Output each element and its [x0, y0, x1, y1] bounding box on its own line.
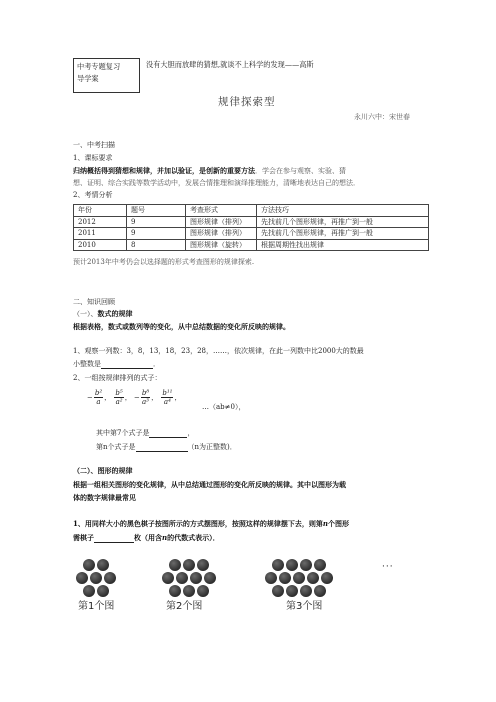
- variable-n: n: [322, 519, 328, 528]
- table-header-cell: 方法技巧: [257, 205, 429, 217]
- exam-note: 预计2013年中考仍会以选择题的形式考查图形的规律探索.: [73, 258, 255, 266]
- fraction: [141, 389, 150, 406]
- stone: [265, 572, 277, 584]
- stone: [197, 585, 209, 597]
- question3-line2: [73, 533, 220, 543]
- figure-2: [162, 559, 216, 597]
- subsection2-title: （二）、图形的规律: [73, 466, 133, 475]
- stone: [76, 572, 88, 584]
- fraction-denominator: a²: [115, 398, 123, 406]
- answer-blank: [101, 360, 153, 369]
- continuation-ellipsis: ···: [382, 562, 394, 572]
- fraction-sign: −: [87, 393, 93, 402]
- fraction-numerator: b⁸: [141, 389, 150, 397]
- fraction: [114, 389, 123, 406]
- answer-blank: [94, 534, 134, 543]
- stone: [190, 572, 202, 584]
- question1-line2: [73, 359, 160, 369]
- question3-line1: [73, 519, 349, 529]
- question3-line2-mid: 枚（用含: [134, 533, 162, 542]
- table-header-cell: 考查形式: [186, 205, 257, 217]
- fraction-numerator: b⁵: [115, 389, 123, 397]
- question2-line1-text: 其中第7个式子是: [96, 429, 150, 437]
- table-cell: 8: [127, 239, 186, 251]
- question2-line2-end: （n为正整数)．: [187, 443, 237, 451]
- stone: [162, 572, 174, 584]
- stone: [204, 572, 216, 584]
- subsection1-title: 数式的规律: [97, 309, 133, 318]
- stone: [314, 559, 326, 571]
- stone: [272, 559, 284, 571]
- figure-3: [265, 559, 333, 597]
- fraction-denominator: a: [96, 398, 101, 406]
- subsection1-heading: [73, 309, 133, 319]
- table-cell: 先找前几个图形规律，再推广到一般: [257, 228, 429, 240]
- table-cell: 根据周期性找出规律: [257, 239, 429, 251]
- table-header-row: [74, 205, 429, 217]
- stone: [83, 559, 95, 571]
- header-box: [73, 58, 140, 93]
- table-cell: 先找前几个图形规律，再推广到一般: [257, 216, 429, 228]
- fraction-denominator: a⁴: [163, 398, 171, 406]
- figure-caption-1: 第1个图: [78, 601, 115, 612]
- stone: [169, 559, 181, 571]
- quote: 没有大胆而放肆的猜想,就谈不上科学的发现——高斯: [146, 60, 314, 69]
- fraction-numerator: b²: [94, 389, 103, 397]
- table-cell: 2011: [74, 228, 127, 240]
- stone: [272, 585, 284, 597]
- answer-blank: [136, 443, 188, 452]
- table-cell: 9: [127, 216, 186, 228]
- question3-line2-text: 需棋子: [73, 533, 94, 542]
- table-row: [74, 216, 429, 228]
- subsection1-prefix: （一）、: [73, 310, 98, 318]
- question3-text: 1、用同样大小的黑色棋子按图所示的方式摆图形，按照这样的规律摆下去，则第: [73, 519, 323, 528]
- fraction-separator: ，: [151, 393, 159, 402]
- section1-sub1: 1、课标要求: [73, 154, 113, 162]
- requirements-line2: 想、证明、综合实践等数学活动中，发展合情推理和演绎推理能力，清晰地表达自己的想法．: [73, 179, 360, 187]
- question3-line1-end: 个图形: [327, 519, 349, 528]
- table-header-cell: 年份: [74, 205, 127, 217]
- subsection2-desc1: 根据一组相关图形的变化规律，从中总结通过图形的变化所反映的规律。其中以图形为载: [73, 480, 346, 489]
- stone: [300, 559, 312, 571]
- figure-caption-2: 第2个图: [166, 601, 203, 612]
- stone: [286, 585, 298, 597]
- stone: [183, 559, 195, 571]
- page-title: 规律探索型: [218, 96, 276, 108]
- subsection1-desc: 根据表格，数式或数列等的变化，从中总结数据的变化所反映的规律。: [73, 322, 290, 331]
- question1-end: ．: [153, 360, 160, 368]
- question2-text: 2、一组按规律排列的式子：: [73, 374, 162, 382]
- stone: [300, 585, 312, 597]
- question1-text: 小整数是: [73, 360, 101, 368]
- stone: [83, 585, 95, 597]
- figure-caption-3: 第3个图: [286, 601, 323, 612]
- table-cell: 2010: [74, 239, 127, 251]
- variable-n: n: [162, 533, 168, 542]
- question2-line2: [96, 442, 237, 452]
- header-box-line1: 中考专题复习: [77, 62, 121, 71]
- requirements-line1: [73, 166, 346, 176]
- fraction-sequence: [87, 389, 181, 406]
- stone: [97, 559, 109, 571]
- fraction: [161, 389, 173, 406]
- stone: [314, 585, 326, 597]
- exam-analysis-table: [73, 204, 429, 251]
- table-cell: 2012: [74, 216, 127, 228]
- subsection2-desc2: 体的数字规律最常见: [73, 493, 136, 502]
- stone: [279, 572, 291, 584]
- fraction-separator: ，: [124, 393, 132, 402]
- fraction-separator: ，: [104, 393, 112, 402]
- figure-1: [76, 559, 116, 597]
- stone: [183, 585, 195, 597]
- stone: [169, 585, 181, 597]
- fraction: [94, 389, 103, 406]
- question2-line2-text: 第n个式子是: [96, 443, 136, 451]
- requirements-rest: ．学会在参与观察、实验、猜: [255, 167, 346, 175]
- requirements-bold: 归纳概括得到猜想和规律，并加以验证，是创新的重要方法: [73, 166, 255, 175]
- fraction-numerator: b¹¹: [162, 389, 173, 397]
- fraction-tail: …（ab≠0），: [202, 403, 246, 411]
- stone: [197, 559, 209, 571]
- stone: [307, 572, 319, 584]
- fraction-denominator: a³: [141, 398, 149, 406]
- table-header-cell: 题号: [127, 205, 186, 217]
- stone: [293, 572, 305, 584]
- question3-line2-end: 的代数式表示）．: [167, 533, 220, 542]
- fraction-separator: ，: [174, 393, 182, 402]
- section1-sub2: 2、考情分析: [73, 191, 113, 199]
- table-cell: 图形规律（排列）: [186, 216, 257, 228]
- header-box-line2: 导学案: [77, 74, 99, 83]
- author: 永川六中：宋世春: [354, 113, 410, 121]
- section2-heading: 二、知识回顾: [73, 298, 115, 306]
- question2-line1-end: ，: [187, 429, 195, 437]
- answer-blank: [149, 429, 187, 438]
- table-row: [74, 228, 429, 240]
- table-cell: 9: [127, 228, 186, 240]
- section1-heading: 一、中考扫描: [73, 141, 115, 149]
- stone: [90, 572, 102, 584]
- table-cell: 图形规律（排列）: [186, 228, 257, 240]
- stone: [286, 559, 298, 571]
- table-cell: 图形规律（旋转）: [186, 239, 257, 251]
- question1-line1: 1、观察一列数：3，8，13，18，23，28，……，依次规律，在此一列数中比2000大的数最: [73, 347, 364, 355]
- table-row: [74, 239, 429, 251]
- stone: [104, 572, 116, 584]
- stone: [176, 572, 188, 584]
- question2-line1: [96, 428, 194, 438]
- stone: [321, 572, 333, 584]
- fraction-sign: −: [133, 393, 140, 402]
- stone: [97, 585, 109, 597]
